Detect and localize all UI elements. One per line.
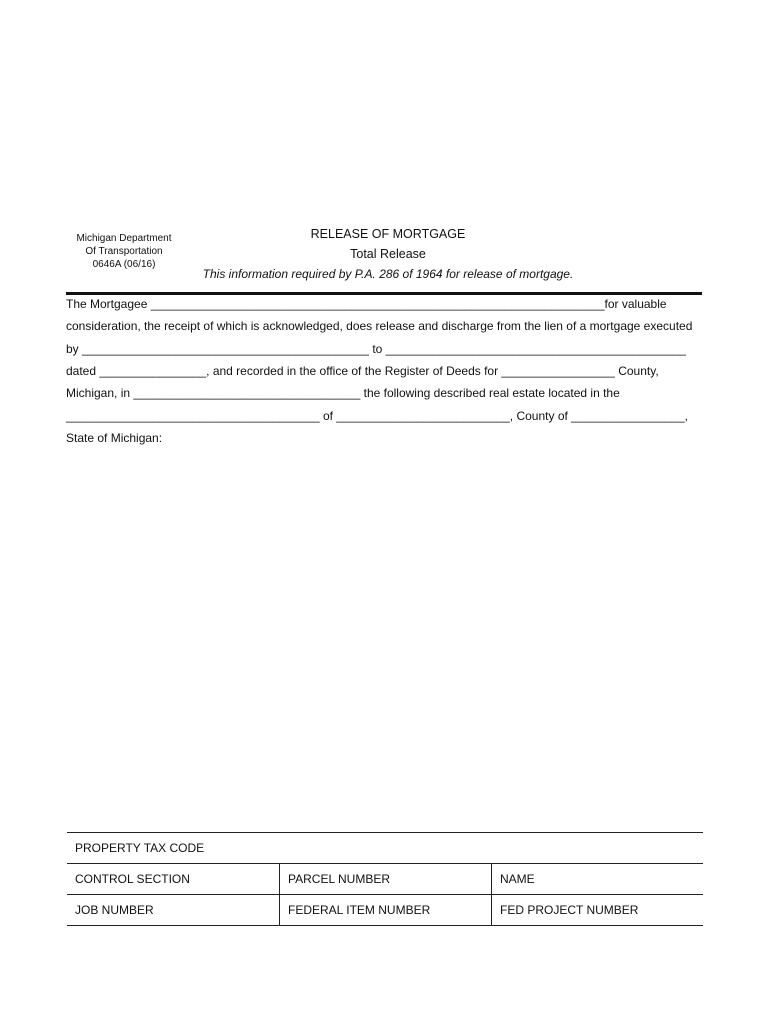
- table-row: [67, 864, 703, 895]
- body-line-county-of: ______________________________________ of __________________________, County of _________________,: [66, 409, 688, 423]
- header-divider: [66, 292, 702, 295]
- table-row: [67, 895, 703, 926]
- agency-name-line1: Michigan Department: [76, 233, 172, 244]
- body-line-mortgagee: The Mortgagee ____________________________________________________________________for valuable: [66, 297, 667, 311]
- title-block: [180, 226, 596, 282]
- document-subtitle: Total Release: [350, 247, 426, 261]
- parcel-number-cell: PARCEL NUMBER: [280, 864, 492, 895]
- body-line-michigan-in: Michigan, in __________________________________ the following described real estate located in the: [66, 386, 620, 400]
- legal-notice: This information required by P.A. 286 of 1964 for release of mortgage.: [202, 267, 574, 281]
- property-tax-code-cell: PROPERTY TAX CODE: [67, 833, 703, 864]
- job-number-cell: JOB NUMBER: [67, 895, 280, 926]
- fed-project-number-cell: FED PROJECT NUMBER: [492, 895, 704, 926]
- body-line-state: State of Michigan:: [66, 431, 163, 445]
- body-line-dated: dated ________________, and recorded in the office of the Register of Deeds for _________________ County,: [66, 364, 659, 378]
- table-row: [67, 833, 703, 864]
- document-title: RELEASE OF MORTGAGE: [310, 227, 466, 241]
- agency-name-line2: Of Transportation: [85, 246, 163, 257]
- body-line-executed-by: by ___________________________________________ to _____________________________________________: [66, 342, 686, 356]
- name-cell: NAME: [492, 864, 704, 895]
- property-tax-table: [67, 832, 703, 926]
- agency-block: [62, 232, 186, 271]
- form-number: 0646A (06/16): [92, 259, 156, 270]
- federal-item-number-cell: FEDERAL ITEM NUMBER: [280, 895, 492, 926]
- body-line-consideration: consideration, the receipt of which is acknowledged, does release and discharge from the lien of a mortgage executed: [66, 319, 693, 333]
- control-section-cell: CONTROL SECTION: [67, 864, 280, 895]
